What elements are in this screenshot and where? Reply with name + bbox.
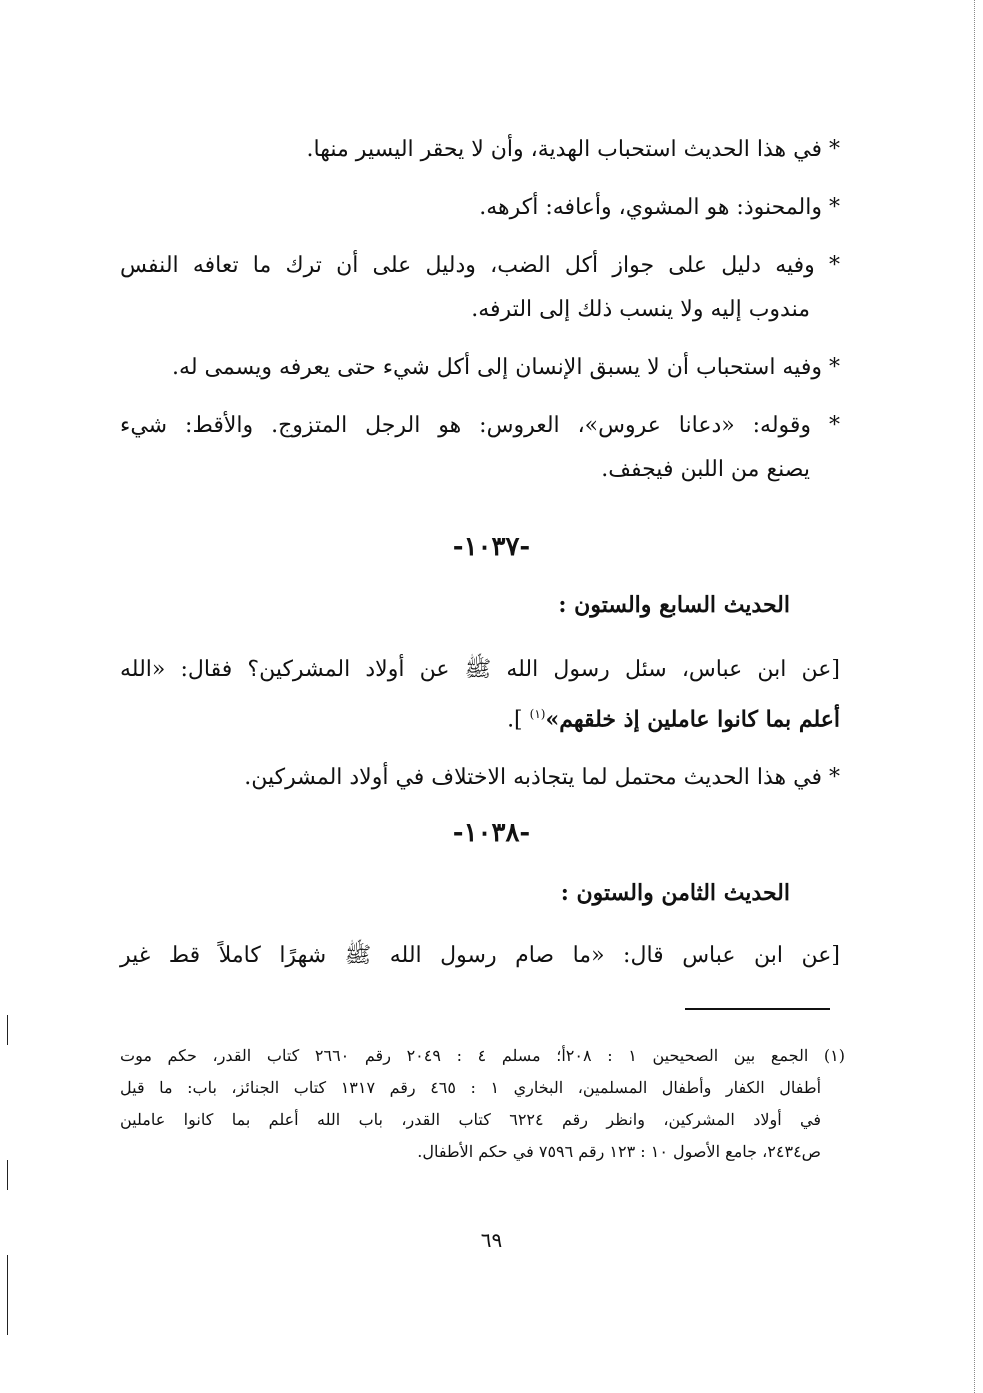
hadith-title: الحديث الثامن والستون : [560,880,790,906]
footnote-reference[interactable]: (١) [529,707,546,721]
hadith-text: [عن ابن عباس قال: «ما صام رسول الله ﷺ شهرًا كاملاً قط غير [120,943,840,968]
commentary-paragraph: * في هذا الحديث استحباب الهدية، وأن لا يحقر اليسير منها. [306,137,840,162]
footnote-divider [685,1008,830,1010]
commentary-block [120,128,840,492]
hadith-text-continued [120,692,840,742]
hadith-close-bracket: ]. [507,707,530,733]
footnote-line: أطفال الكفار وأطفال المسلمين، البخاري ١ : ٤٦٥ رقم ١٣١٧ كتاب الجنائز، باب: ما قيل [120,1078,822,1097]
hadith-text-block [120,934,840,978]
hadith-text: [عن ابن عباس، سئل رسول الله ﷺ عن أولاد المشركين؟ فقال: «الله [120,657,840,682]
commentary-paragraph-continued: يصنع من اللبن فيجفف. [601,457,810,482]
hadith-text-block [120,648,840,800]
footnote-block [120,1040,845,1168]
footnote-line: (١) الجمع بين الصحيحين ١ : ٢٠٨أ؛ مسلم ٤ : ٢٠٤٩ رقم ٢٦٦٠ كتاب القدر، حكم موت [120,1046,845,1065]
commentary-paragraph: * وقوله: «دعانا عروس»، العروس: هو الرجل المتزوج. والأقط: شيء [120,413,840,438]
page-number: ٦٩ [480,1228,503,1252]
scan-edge-mark [7,1015,8,1045]
footnote-line: في أولاد المشركين، وانظر رقم ٦٢٢٤ كتاب القدر، باب الله أعلم بما كانوا عاملين [120,1110,822,1129]
commentary-paragraph: * والمحنوذ: هو المشوي، وأعافه: أكرهه. [479,195,840,220]
commentary-paragraph: * في هذا الحديث محتمل لما يتجاذبه الاختلاف في أولاد المشركين. [244,765,840,791]
scan-edge-mark [7,1255,8,1335]
footnote-line: ص٢٤٣٤، جامع الأصول ١٠ : ١٢٣ رقم ٧٥٩٦ في حكم الأطفال. [417,1142,821,1161]
scan-edge-mark [7,1160,8,1190]
hadith-quote-bold: أعلم بما كانوا عاملين إذ خلقهم» [545,706,840,733]
hadith-number-heading: -١٠٣٧- [452,532,531,562]
hadith-title: الحديث السابع والستون : [558,592,790,618]
commentary-paragraph-continued: مندوب إليه ولا ينسب ذلك إلى الترفه. [471,297,810,322]
page-edge-dotted [974,0,975,1393]
commentary-paragraph: * وفيه استحباب أن لا يسبق الإنسان إلى أكل شيء حتى يعرفه ويسمى له. [172,355,840,380]
commentary-paragraph: * وفيه دليل على جواز أكل الضب، ودليل على أن ترك ما تعافه النفس [120,253,840,278]
hadith-number-heading: -١٠٣٨- [452,818,531,848]
